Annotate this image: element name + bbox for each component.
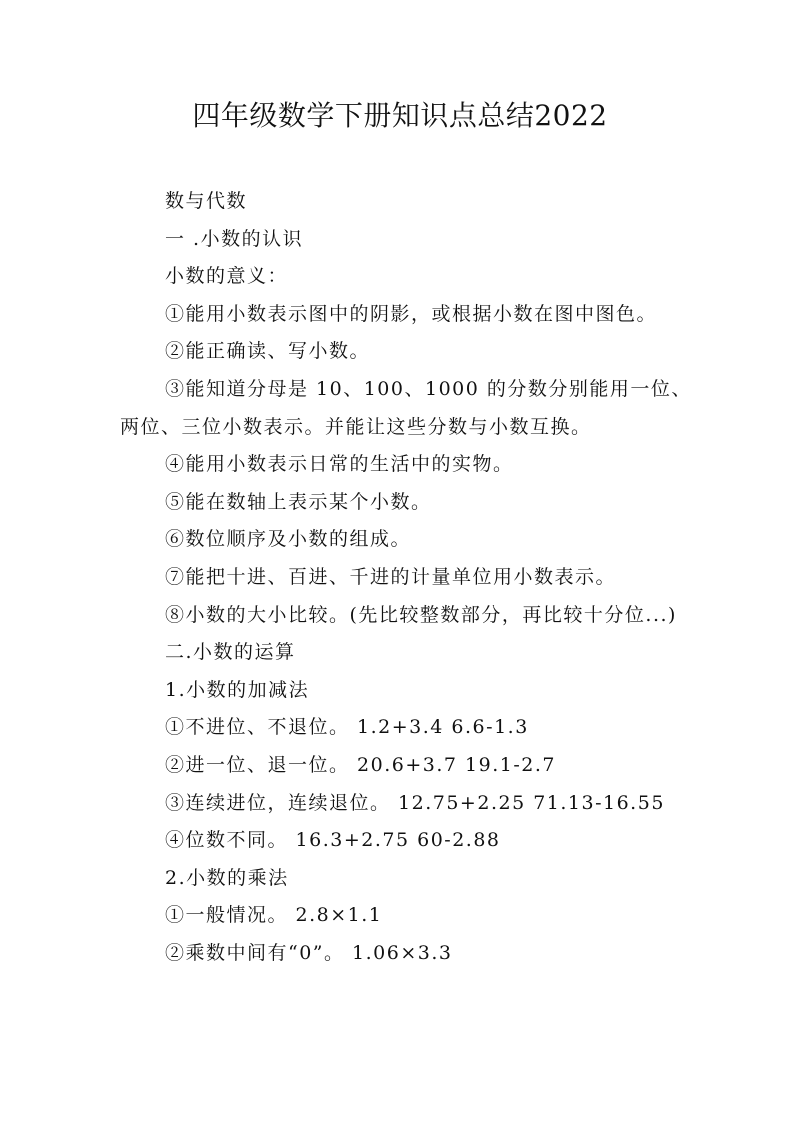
paragraph: ④能用小数表示日常的生活中的实物。 [165, 453, 514, 476]
paragraph: ①能用小数表示图中的阴影，或根据小数在图中图色。 [165, 302, 658, 325]
paragraph: ①一般情况。 2.8×1.1 [165, 904, 383, 927]
paragraph: ③连续进位，连续退位。 12.75+2.25 71.13-16.55 [165, 791, 665, 814]
paragraph: 2.小数的乘法 [165, 866, 289, 889]
paragraph: 1.小数的加减法 [165, 678, 310, 701]
paragraph: 数与代数 [165, 190, 248, 212]
paragraph: ⑥数位顺序及小数的组成。 [165, 528, 412, 551]
paragraph: ②进一位、退一位。 20.6+3.7 19.1-2.7 [165, 753, 556, 776]
paragraph: ④位数不同。 16.3+2.75 60-2.88 [165, 829, 501, 852]
paragraph: 二.小数的运算 [165, 641, 296, 664]
paragraph: 小数的意义： [165, 265, 289, 288]
paragraph: ②能正确读、写小数。 [165, 340, 371, 363]
paragraph: ③能知道分母是 10、100、1000 的分数分别能用一位、两位、三位小数表示。并能让这些分数与小数互换。 [120, 377, 692, 438]
document-title: 四年级数学下册知识点总结2022 [192, 99, 608, 132]
document-body [120, 183, 695, 972]
paragraph: ①不进位、不退位。 1.2+3.4 6.6-1.3 [165, 716, 529, 739]
paragraph: ⑦能把十进、百进、千进的计量单位用小数表示。 [165, 565, 617, 588]
paragraph: ⑧小数的大小比较。(先比较整数部分，再比较十分位...) [165, 603, 677, 626]
paragraph: ②乘数中间有“0”。 1.06×3.3 [165, 941, 453, 964]
paragraph: 一 .小数的认识 [165, 227, 304, 250]
paragraph: ⑤能在数轴上表示某个小数。 [165, 490, 432, 513]
